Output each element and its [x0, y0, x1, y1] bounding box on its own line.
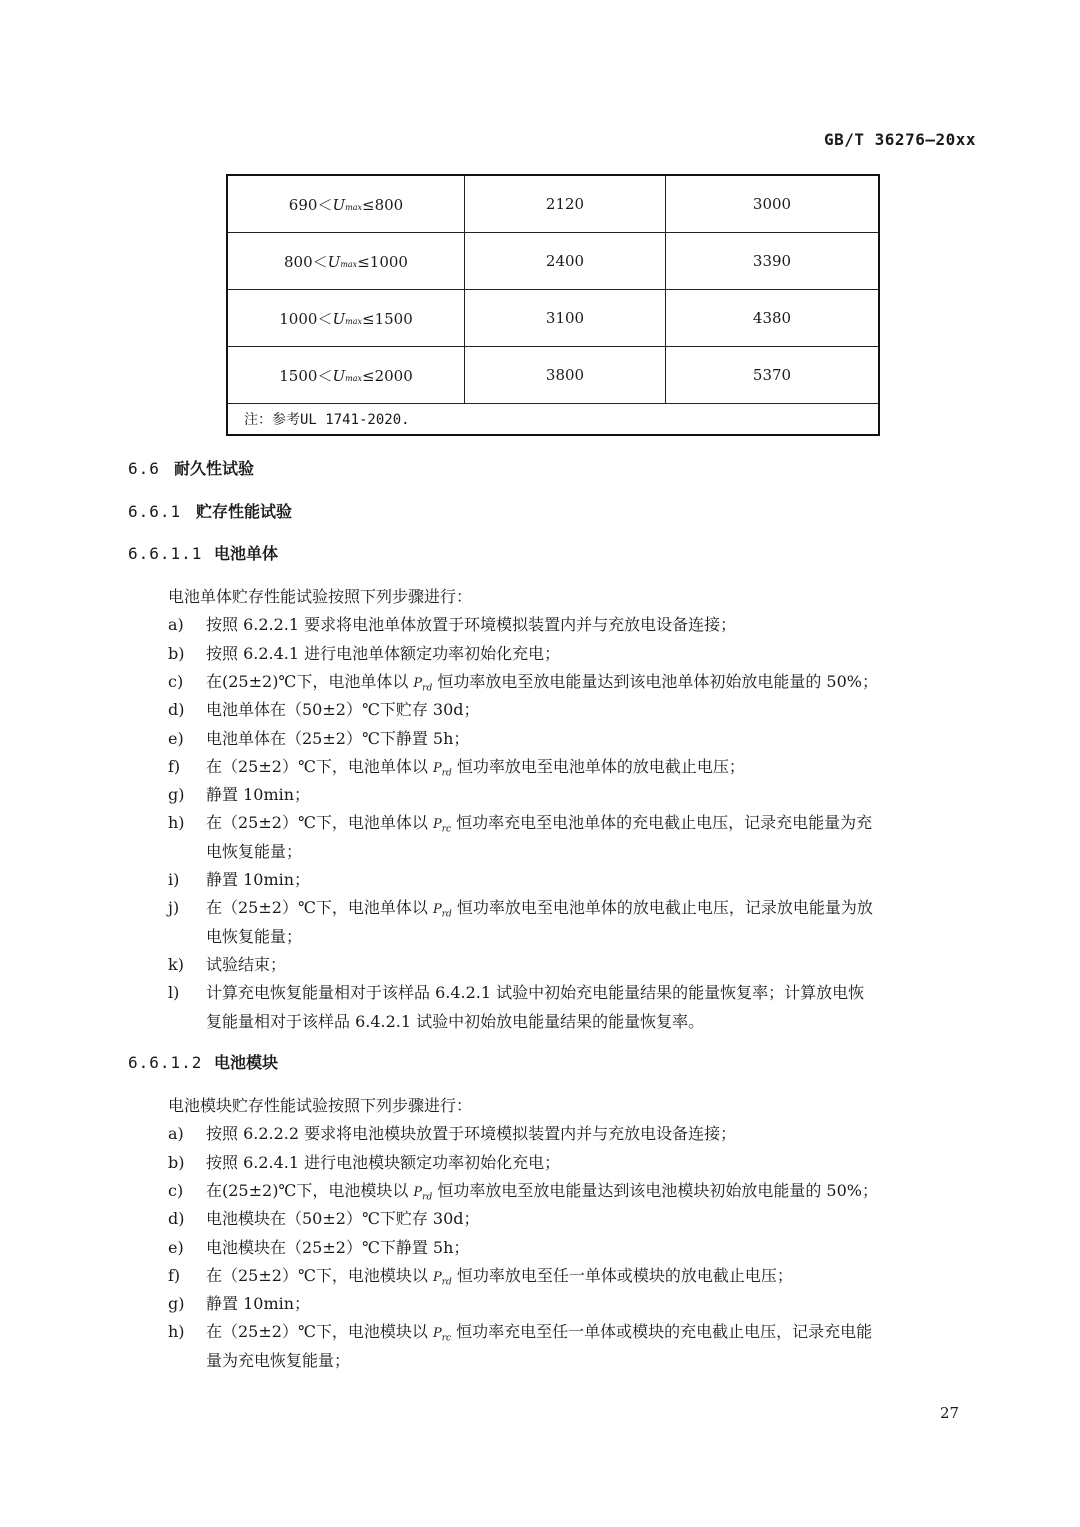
- voltage-range-cell: [227, 233, 465, 290]
- variable-subscript: rd: [422, 1192, 433, 1203]
- list-item: [168, 782, 310, 805]
- item-text: 在（25±2）℃下，电池模块以: [206, 1322, 433, 1342]
- procedure-intro: 电池模块贮存性能试验按照下列步骤进行：: [168, 1096, 473, 1115]
- less-than-sign: ＜: [317, 195, 333, 214]
- variable-symbol: P: [432, 1269, 442, 1285]
- variable-symbol: P: [432, 760, 442, 776]
- procedure-intro: 电池单体贮存性能试验按照下列步骤进行：: [168, 587, 473, 606]
- item-text: 在（25±2）℃下，电池单体以: [206, 813, 433, 833]
- power-variable: [432, 817, 452, 835]
- list-item-continuation: 量为充电恢复能量；: [206, 1350, 351, 1370]
- value-cell: 2400: [465, 233, 666, 290]
- value-cell: 3100: [465, 290, 666, 347]
- value-cell: 2120: [465, 175, 666, 233]
- variable-subscript: rd: [441, 768, 452, 779]
- list-item: [168, 1263, 793, 1288]
- item-text: 在（25±2）℃下，电池单体以: [206, 898, 433, 918]
- list-item: [168, 867, 310, 890]
- list-item: [168, 641, 560, 664]
- item-marker: h): [168, 813, 185, 833]
- item-text: 恒功率充电至电池单体的充电截止电压，记录充电能量为充: [451, 813, 873, 833]
- list-item: [168, 895, 873, 920]
- item-text: 在(25±2)℃下，电池单体以: [206, 671, 414, 691]
- item-text: 在(25±2)℃下，电池模块以: [206, 1180, 414, 1200]
- list-item: [168, 1235, 469, 1258]
- list-item: [168, 726, 469, 749]
- variable-subscript: max: [345, 373, 362, 383]
- item-text: 试验结束；: [206, 954, 287, 974]
- item-marker: k): [168, 954, 184, 974]
- item-text: 恒功率放电至任一单体或模块的放电截止电压；: [451, 1265, 793, 1285]
- variable-subscript: rd: [441, 1277, 452, 1288]
- list-item: [168, 1319, 872, 1344]
- item-marker: c): [168, 671, 184, 691]
- table-note-row: [227, 404, 879, 436]
- list-item: [168, 1291, 310, 1314]
- item-marker: e): [168, 1237, 184, 1257]
- section-heading-6-6-1-1: [128, 541, 278, 564]
- item-marker: e): [168, 728, 184, 748]
- variable-symbol: U: [332, 309, 346, 328]
- voltage-range-cell: [227, 347, 465, 404]
- list-item-continuation: 复能量相对于该样品 6.4.2.1 试验中初始放电能量结果的能量恢复率。: [206, 1011, 705, 1031]
- variable-subscript: max: [345, 202, 362, 212]
- list-item: [168, 1150, 560, 1173]
- item-text: 恒功率充电至任一单体或模块的充电截止电压，记录充电能: [451, 1322, 873, 1342]
- range-high: 800: [374, 195, 404, 214]
- variable-subscript: max: [340, 259, 358, 269]
- item-text: 电池单体在（50±2）℃下贮存 30d；: [206, 700, 480, 720]
- item-text: 恒功率放电至电池单体的放电截止电压，记录放电能量为放: [451, 898, 873, 918]
- variable-subscript: rc: [441, 1333, 452, 1344]
- item-marker: d): [168, 700, 185, 720]
- item-text: 静置 10min；: [206, 870, 311, 889]
- variable-subscript: rc: [441, 824, 452, 835]
- section-title: 贮存性能试验: [196, 502, 293, 521]
- item-text: 按照 6.2.2.2 要求将电池模块放置于环境模拟装置内并与充放电设备连接；: [206, 1124, 737, 1144]
- list-item: [168, 980, 864, 1003]
- list-item: [168, 754, 745, 779]
- item-text: 恒功率放电至电池单体的放电截止电压；: [451, 756, 745, 776]
- table-row: [227, 347, 879, 404]
- item-text: 静置 10min；: [206, 1294, 311, 1314]
- value-cell: 3000: [666, 175, 880, 233]
- item-marker: i): [168, 870, 180, 889]
- item-text: 在（25±2）℃下，电池单体以: [206, 756, 433, 776]
- range-low: 1000: [279, 309, 318, 328]
- table-row: [227, 175, 879, 233]
- range-low: 800: [284, 252, 313, 271]
- variable-symbol: P: [432, 817, 442, 833]
- power-variable: [432, 760, 452, 779]
- range-low: 1500: [279, 366, 318, 385]
- less-equal-sign: ≤: [361, 309, 375, 328]
- section-title: 耐久性试验: [174, 459, 255, 478]
- list-item: [168, 810, 872, 835]
- table-note: 注：参考UL 1741-2020.: [227, 404, 879, 436]
- item-text: 电池单体在（25±2）℃下静置 5h；: [206, 728, 470, 748]
- list-item: [168, 1178, 878, 1203]
- item-text: 在（25±2）℃下，电池模块以: [206, 1265, 433, 1285]
- voltage-range-cell: [227, 175, 465, 233]
- variable-subscript: rd: [422, 683, 433, 694]
- variable-symbol: P: [413, 675, 423, 691]
- variable-subscript: rd: [441, 909, 452, 920]
- section-number: 6.6.1.2: [128, 1053, 203, 1072]
- section-number: 6.6.1.1: [128, 544, 203, 563]
- variable-symbol: P: [413, 1184, 423, 1200]
- item-marker: f): [168, 1265, 181, 1285]
- range-low: 690: [288, 195, 318, 214]
- section-heading-6-6: [128, 456, 254, 479]
- range-high: 2000: [374, 366, 413, 385]
- list-item: [168, 669, 878, 694]
- variable-symbol: U: [332, 195, 346, 214]
- item-marker: c): [168, 1180, 184, 1200]
- section-number: 6.6.1: [128, 502, 182, 521]
- section-title: 电池模块: [214, 1053, 279, 1072]
- power-variable: [413, 675, 433, 694]
- item-marker: f): [168, 756, 181, 776]
- list-item: [168, 952, 286, 975]
- item-marker: a): [168, 1124, 184, 1144]
- section-heading-6-6-1-2: [128, 1050, 278, 1073]
- item-marker: l): [168, 983, 180, 1003]
- list-item: [168, 697, 480, 720]
- value-cell: 3390: [666, 233, 880, 290]
- page-number: 27: [940, 1404, 960, 1422]
- list-item-continuation: 电恢复能量；: [206, 841, 303, 861]
- power-variable: [432, 1326, 452, 1344]
- item-text: 恒功率放电至放电能量达到该电池模块初始放电能量的 50%；: [432, 1180, 878, 1200]
- section-number: 6.6: [128, 459, 160, 478]
- variable-symbol: P: [432, 1326, 442, 1342]
- value-cell: 4380: [666, 290, 880, 347]
- less-equal-sign: ≤: [357, 252, 370, 271]
- list-item: [168, 1121, 736, 1144]
- power-variable: [432, 1269, 452, 1288]
- variable-symbol: U: [332, 366, 346, 385]
- section-heading-6-6-1: [128, 499, 292, 522]
- list-item-continuation: 电恢复能量；: [206, 926, 303, 946]
- range-high: 1000: [369, 252, 408, 271]
- item-text: 计算充电恢复能量相对于该样品 6.4.2.1 试验中初始充电能量结果的能量恢复率；计算放电恢: [206, 983, 865, 1003]
- standard-number: GB/T 36276—20xx: [824, 130, 976, 149]
- item-marker: j): [168, 898, 180, 918]
- item-marker: a): [168, 615, 184, 635]
- item-marker: b): [168, 1152, 185, 1172]
- item-text: 按照 6.2.4.1 进行电池单体额定功率初始化充电；: [206, 643, 561, 663]
- less-than-sign: ＜: [317, 309, 333, 328]
- less-than-sign: ＜: [317, 366, 333, 385]
- power-variable: [432, 902, 452, 920]
- item-text: 恒功率放电至放电能量达到该电池单体初始放电能量的 50%；: [432, 671, 878, 691]
- item-marker: b): [168, 643, 185, 663]
- item-marker: g): [168, 1294, 185, 1314]
- item-text: 按照 6.2.4.1 进行电池模块额定功率初始化充电；: [206, 1152, 561, 1172]
- list-item: [168, 612, 736, 635]
- less-equal-sign: ≤: [361, 366, 375, 385]
- value-cell: 3800: [465, 347, 666, 404]
- variable-symbol: P: [432, 902, 442, 918]
- item-text: 静置 10min；: [206, 785, 311, 805]
- item-marker: g): [168, 785, 185, 805]
- table-row: [227, 290, 879, 347]
- table-row: [227, 233, 879, 290]
- less-equal-sign: ≤: [361, 195, 375, 214]
- list-item: [168, 1206, 480, 1229]
- item-text: 按照 6.2.2.1 要求将电池单体放置于环境模拟装置内并与充放电设备连接；: [206, 615, 737, 635]
- less-than-sign: ＜: [312, 252, 328, 271]
- item-marker: h): [168, 1322, 185, 1342]
- voltage-table: [226, 174, 880, 436]
- item-marker: d): [168, 1209, 185, 1229]
- section-title: 电池单体: [214, 544, 279, 563]
- variable-symbol: U: [327, 252, 341, 271]
- power-variable: [413, 1184, 433, 1203]
- range-high: 1500: [374, 309, 413, 328]
- variable-subscript: max: [345, 316, 362, 326]
- item-text: 电池模块在（25±2）℃下静置 5h；: [206, 1237, 470, 1257]
- value-cell: 5370: [666, 347, 880, 404]
- item-text: 电池模块在（50±2）℃下贮存 30d；: [206, 1209, 480, 1229]
- voltage-range-cell: [227, 290, 465, 347]
